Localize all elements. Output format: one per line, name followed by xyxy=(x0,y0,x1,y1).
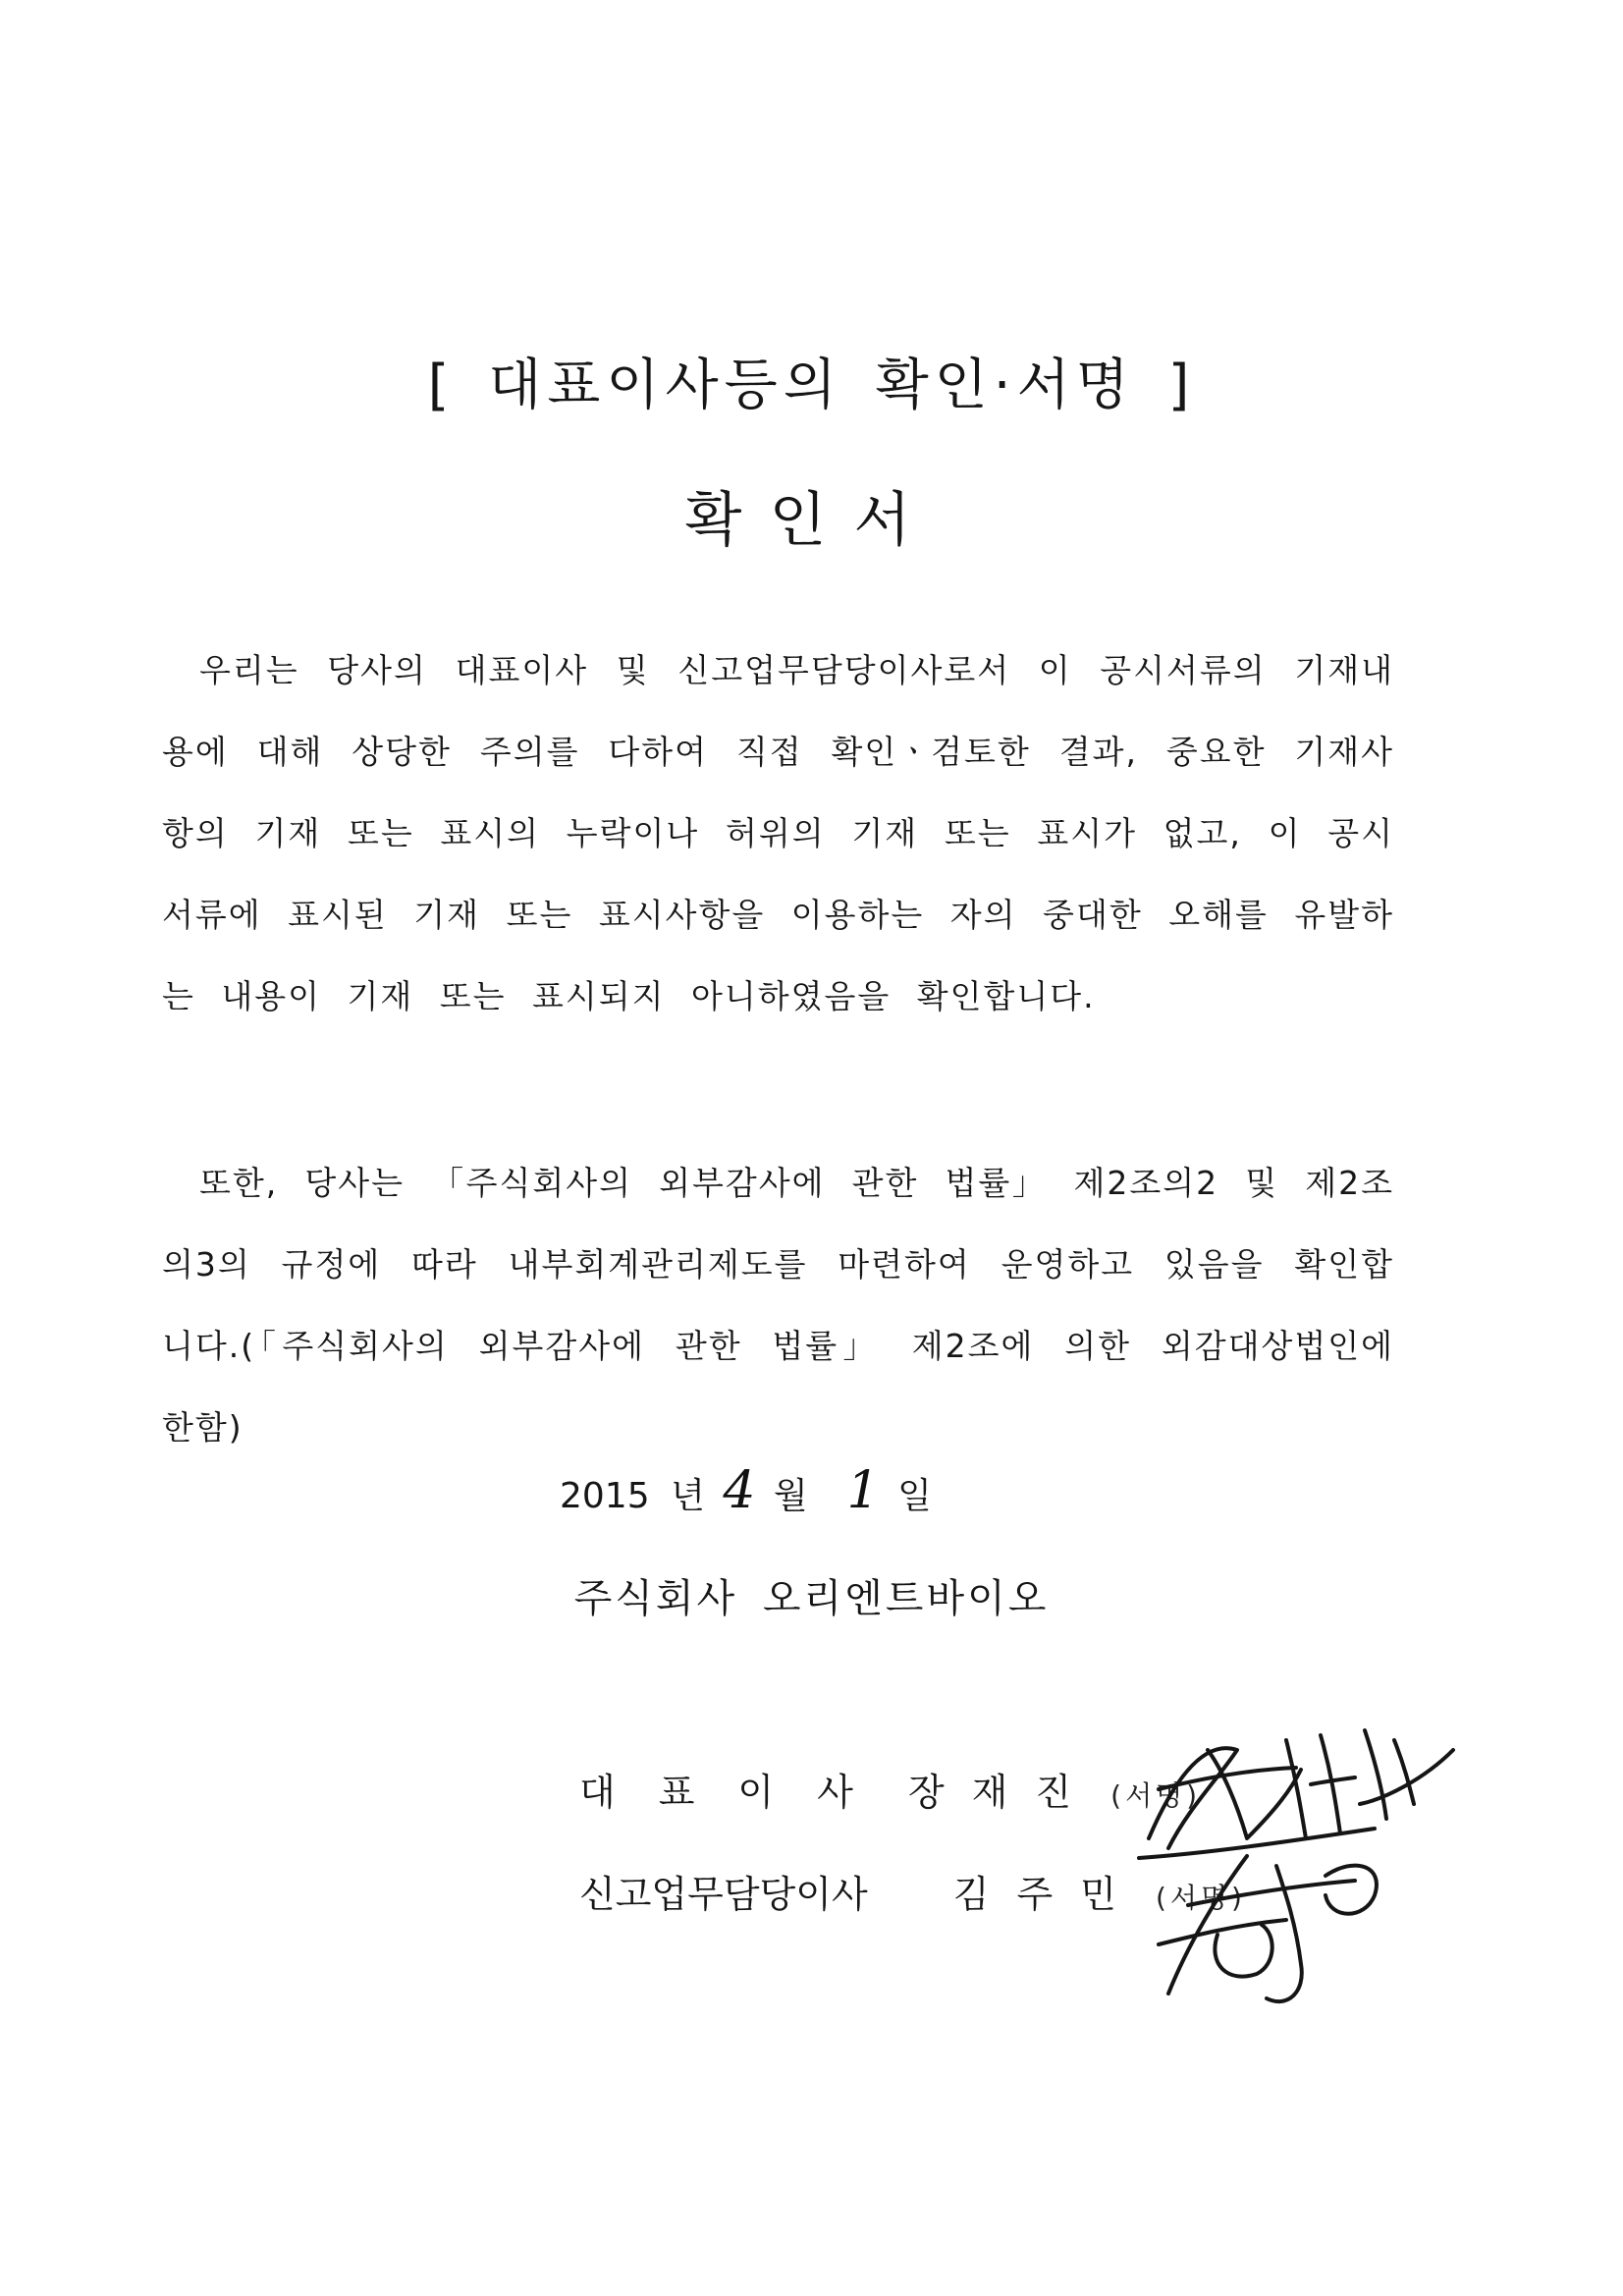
date-month-unit: 월 xyxy=(773,1476,808,1516)
signer-name: 김주민 xyxy=(952,1873,1144,1916)
document-heading: [ 대표이사등의 확인·서명 ] xyxy=(427,354,1196,417)
document-subheading: 확인서 xyxy=(684,486,939,555)
internal-control-paragraph: 또한, 당사는 「주식회사의 외부감사에 관한 법률」 제2조의2 및 제2조의3의 규정에 따라 내부회계관리제도를 마련하여 운영하고 있음을 확인합니다.(「주식회사의 외부감사에 관한 법률」 제2조에 의한 외감대상법인에 한함) xyxy=(162,1164,1394,1447)
date-year-unit: 년 xyxy=(671,1476,705,1516)
signer-ceo xyxy=(579,1762,1201,1816)
signer-role: 신고업무담당이사 xyxy=(579,1873,868,1916)
date-day-handwritten: 1 xyxy=(846,1461,880,1520)
company-name: 주식회사 오리엔트바이오 xyxy=(573,1576,1050,1621)
signer-name: 장재진 xyxy=(907,1771,1100,1814)
seal-label: (서명) xyxy=(1110,1779,1202,1812)
seal-label: (서명) xyxy=(1155,1882,1246,1914)
director-handwritten-signature xyxy=(1129,1827,1404,2013)
date-month-handwritten: 4 xyxy=(723,1461,756,1520)
date-day-unit: 일 xyxy=(897,1476,932,1516)
signing-date xyxy=(560,1461,932,1520)
date-year: 2015 xyxy=(560,1476,650,1516)
certification-paragraph: 우리는 당사의 대표이사 및 신고업무담당이사로서 이 공시서류의 기재내용에 대해 상당한 주의를 다하여 직접 확인ㆍ검토한 결과, 중요한 기재사항의 기재 또는 표시의 누락이나 허위의 기재 또는 표시가 없고, 이 공시서류에 표시된 기재 또는 표시사항을 이용하는 자의 중대한 오해를 유발하는 내용이 기재 또는 표시되지 아니하였음을 확인합니다. xyxy=(162,651,1394,1015)
signer-role: 대표이사 xyxy=(579,1771,896,1814)
